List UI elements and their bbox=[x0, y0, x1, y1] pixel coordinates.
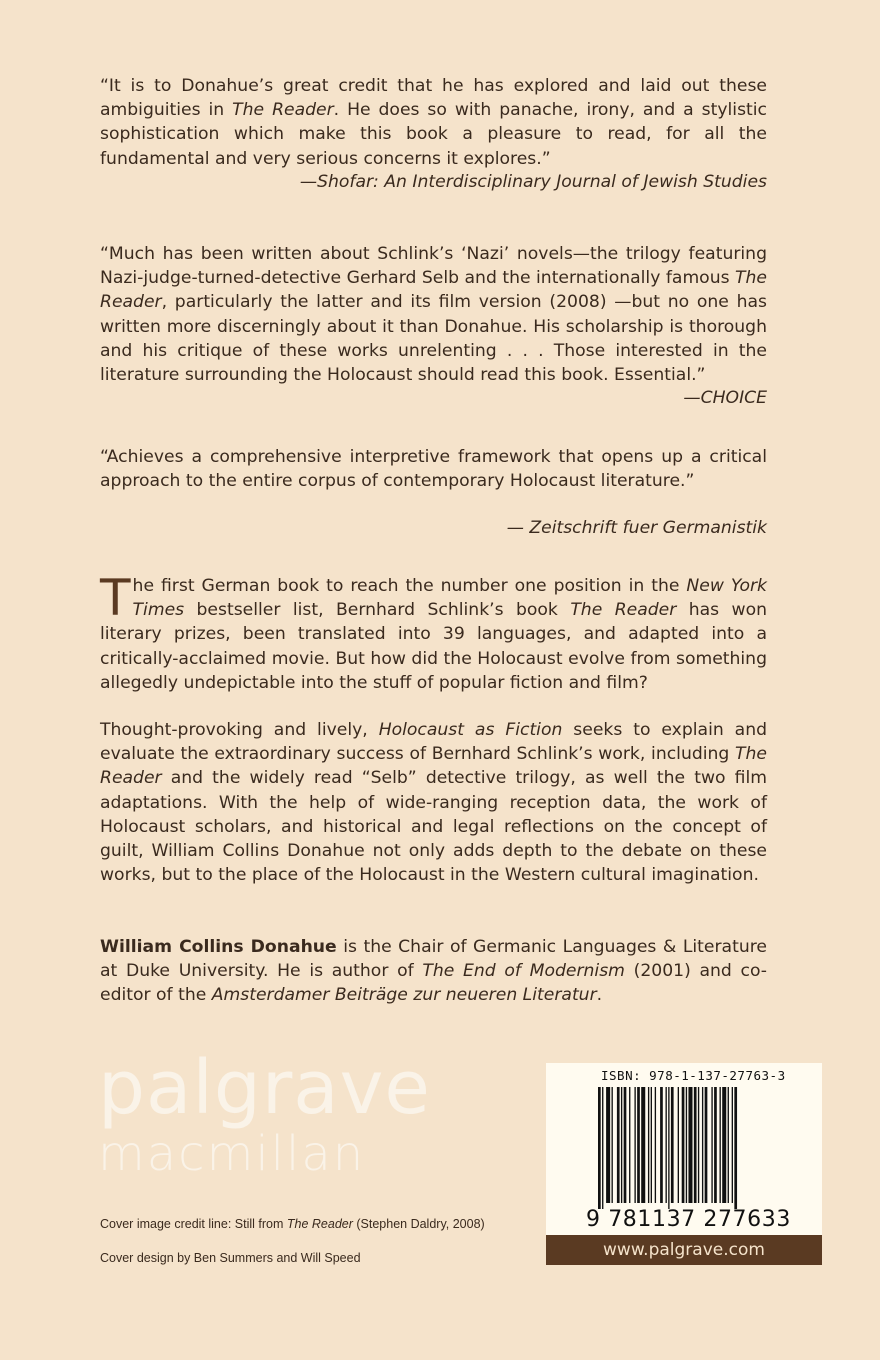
barcode-bars bbox=[598, 1087, 778, 1209]
drop-cap: T bbox=[100, 569, 131, 627]
isbn-barcode bbox=[546, 1063, 822, 1235]
publisher-logo bbox=[98, 1045, 431, 1182]
cover-image-credit: Cover image credit line: Still from The Reader (Stephen Daldry, 2008) bbox=[100, 1217, 485, 1231]
logo-line-macmillan: macmillan bbox=[98, 1126, 366, 1182]
review-quote-2: “Much has been written about Schlink’s ‘Nazi’ novels—the trilogy featuring Nazi-judge-turned-detective Gerhard Selb and the internationally famous The Reader, particularly the latter and its film version (2008) —but no one has written more discerningly about it than Donahue. His scholarship is thorough and his critique of these works unrelenting . . . Those interested in the literature surrounding the Holocaust should read this book. Essential.” bbox=[100, 244, 767, 386]
review-source-1: —Shofar: An Interdisciplinary Journal of Jewish Studies bbox=[299, 172, 767, 192]
review-quote-1: “It is to Donahue’s great credit that he has explored and laid out these ambiguities in The Reader. He does so with panache, irony, and a stylistic sophistication which make this book a pleasure to read, for all the fundamental and very serious concerns it explores.” bbox=[100, 76, 768, 169]
author-bio: William Collins Donahue is the Chair of Germanic Languages & Literature at Duke University. He is author of The End of Modernism (2001) and co-editor of the Amsterdamer Beiträge zur neueren Literatur. bbox=[100, 937, 767, 1006]
isbn-digits: 9 781137 277633 bbox=[586, 1207, 791, 1232]
cover-design-credit: Cover design by Ben Summers and Will Speed bbox=[100, 1251, 361, 1265]
review-source-2: —CHOICE bbox=[683, 388, 767, 408]
review-quote-3: “Achieves a comprehensive interpretive framework that opens up a critical approach to the entire corpus of contemporary Holocaust literature.” bbox=[100, 447, 767, 492]
isbn-label: ISBN: 978-1-137-27763-3 bbox=[601, 1068, 786, 1083]
logo-line-palgrave: palgrave bbox=[98, 1045, 431, 1131]
blurb-paragraph-1: The first German book to reach the number one position in the New York Times bestseller list, Bernhard Schlink’s book The Reader has won literary prizes, been translated into 39 languages, and adapted into a critically-acclaimed movie. But how did the Holocaust evolve from something allegedly undepictable into the stuff of popular fiction and film? bbox=[100, 569, 767, 693]
review-source-3: — Zeitschrift fuer Germanistik bbox=[506, 518, 767, 538]
blurb-paragraph-2: Thought-provoking and lively, Holocaust as Fiction seeks to explain and evaluate the extraordinary success of Bernhard Schlink’s work, including The Reader and the widely read “Selb” detective trilogy, as well the two film adaptations. With the help of wide-ranging reception data, the work of Holocaust scholars, and historical and legal reflections on the concept of guilt, William Collins Donahue not only adds depth to the debate on these works, but to the place of the Holocaust in the Western cultural imagination. bbox=[100, 720, 768, 886]
publisher-url: www.palgrave.com bbox=[546, 1235, 822, 1265]
